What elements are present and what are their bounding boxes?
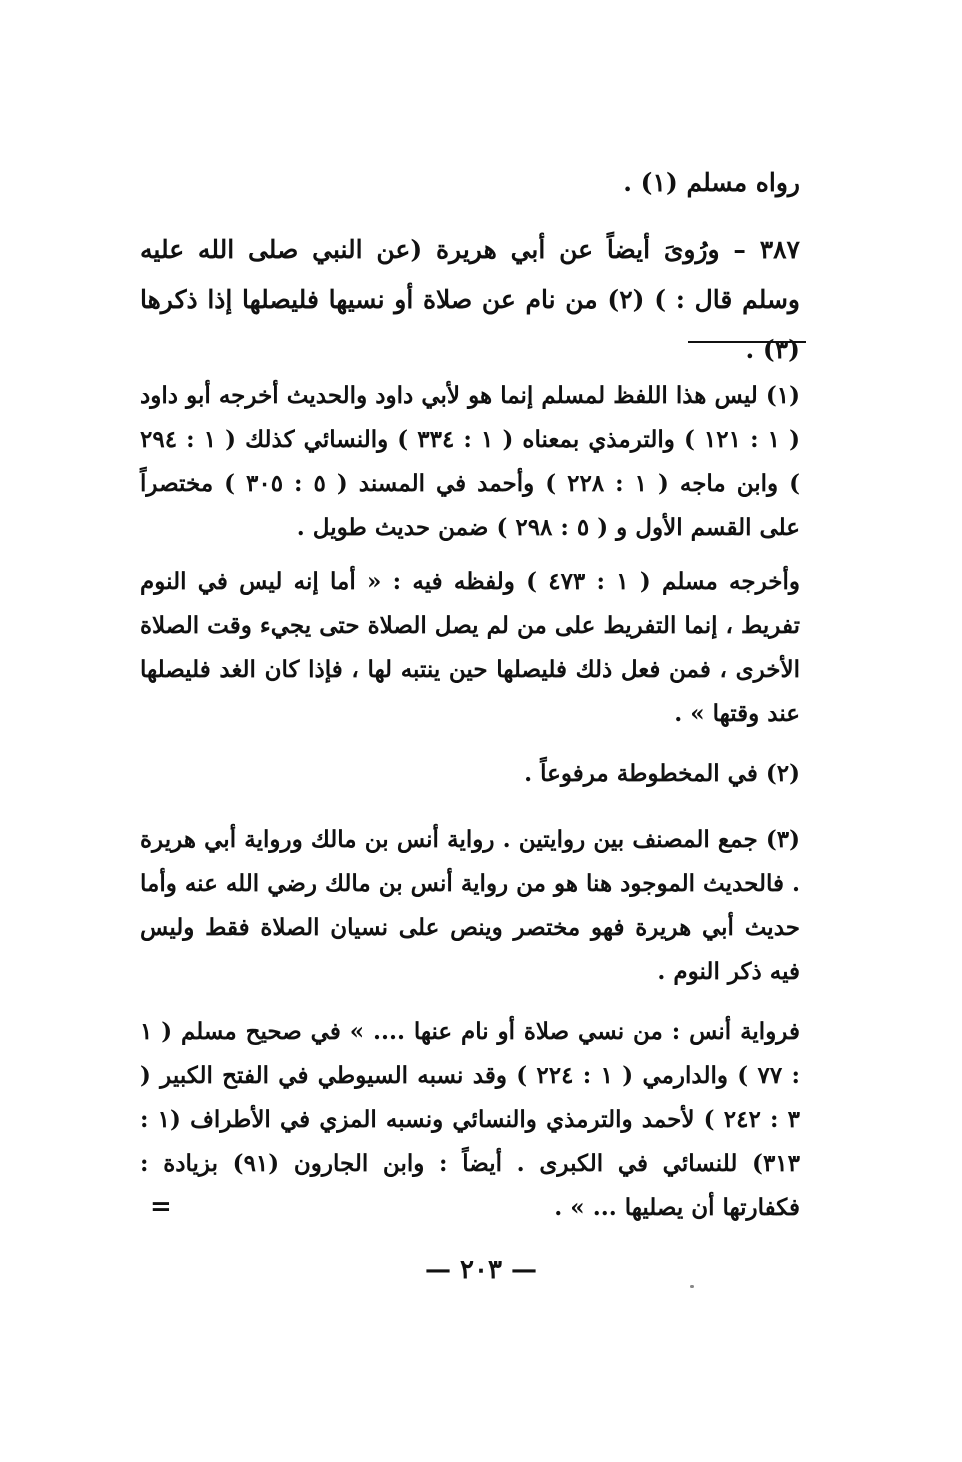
continuation-mark: = [150, 1192, 172, 1222]
scan-speck [690, 1285, 694, 1288]
footnote-1-continued: وأخرجه مسلم ( ١ : ٤٧٣ ) ولفظه فيه : « أما إنه ليس في النوم تفريط ، إنما التفريط على من لم يصل الصلاة حتى يجيء وقت الصلاة الأخرى ، فمن فعل ذلك فليصلها حين ينتبه لها ، فإذا كان الغد فليصلها عند وقتها » . [140, 568, 800, 727]
footnote-1: (١) ليس هذا اللفظ لمسلم إنما هو لأبي داود والحديث أخرجه أبو داود ( ١ : ١٢١ ) والترمذي بمعناه ( ١ : ٣٣٤ ) والنسائي كذلك ( ١ : ٢٩٤ ) وابن ماجه ( ١ : ٢٢٨ ) وأحمد في المسند ( ٥ : ٣٠٥ ) مختصراً على القسم الأول و ( ٥ : ٢٩٨ ) ضمن حديث طويل . [140, 382, 801, 541]
footnote-3-continued: فرواية أنس : من نسي صلاة أو نام عنها .... » في صحيح مسلم ( ١ : ٧٧ ) والدارمي ( ١ : ٢٢٤ ) وقد نسبه السيوطي في الفتح الكبير ( ٣ : ٢٤٢ ) لأحمد والترمذي والنسائي ونسبه المزي في الأطراف (١ : ٣١٣) للنسائي في الكبرى . أيضاً : وابن الجارون (٩١) بزيادة : فكفارتها أن يصليها ... » . [140, 1018, 801, 1221]
hadith-387: ٣٨٧ – ورُوىَ أيضاً عن أبي هريرة (عن النبي صلى الله عليه وسلم قال : ) (٢) من نام عن صلاة أو نسيها فليصلها إذا ذكرها (٣) . [140, 235, 801, 364]
rawah-line: رواه مسلم (١) . [623, 168, 800, 197]
footnote-separator [688, 341, 806, 343]
footnote-2: (٢) في المخطوطة مرفوعاً . [524, 760, 800, 787]
page-number: — ٢٠٣ — [424, 1255, 538, 1285]
footnote-3: (٣) جمع المصنف بين روايتين . رواية أنس بن مالك ورواية أبي هريرة . فالحديث الموجود هنا هو من رواية أنس بن مالك رضي الله عنه وأما حديث أبي هريرة فهو مختصر وينص على نسيان الصلاة فقط وليس فيه ذكر النوم . [140, 826, 800, 985]
